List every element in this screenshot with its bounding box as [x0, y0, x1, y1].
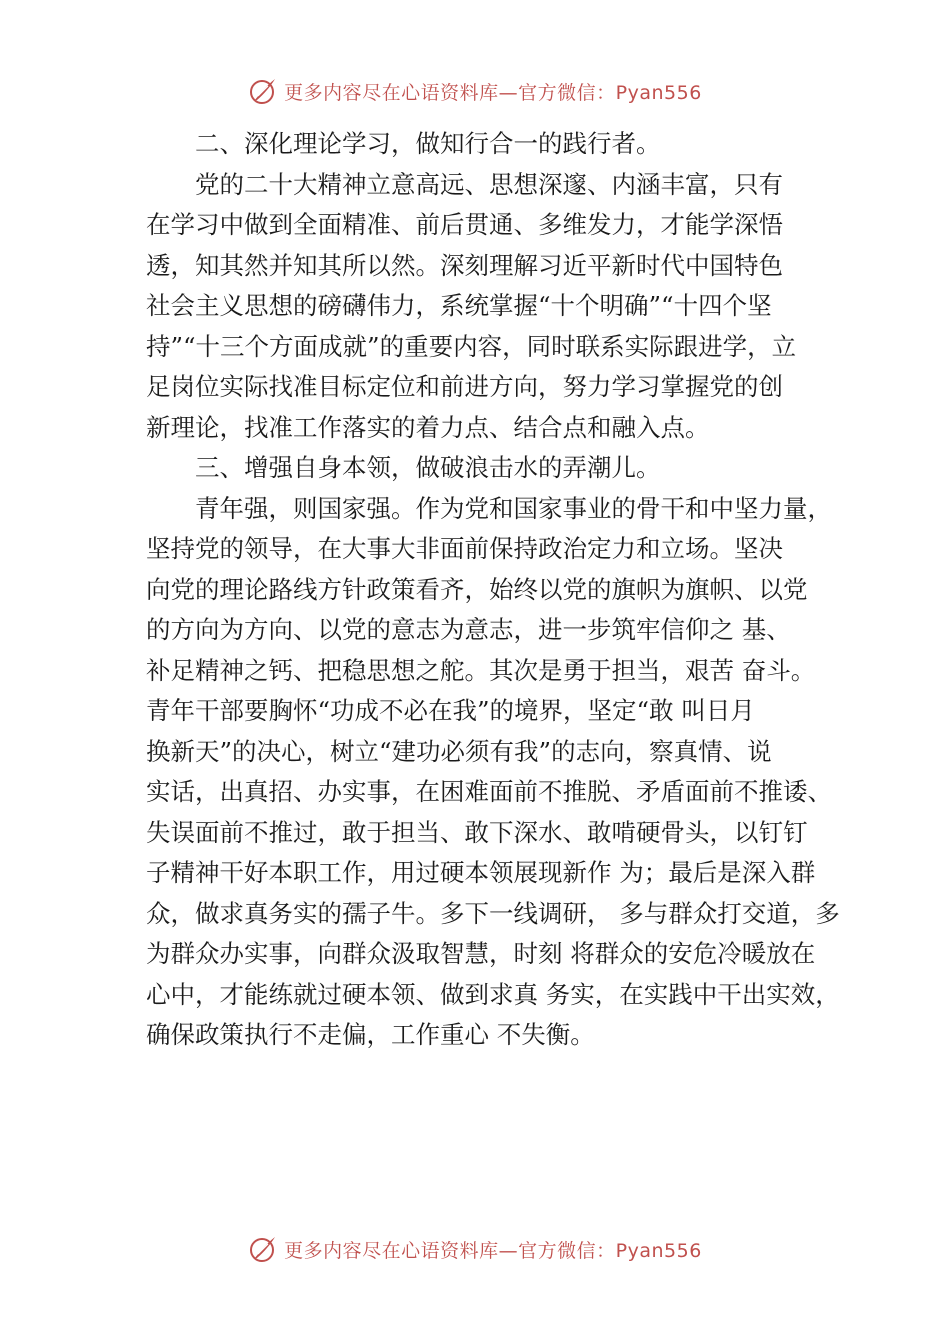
- text-line: 党的二十大精神立意高远、思想深邃、内涵丰富，只有: [195, 169, 783, 199]
- watermark-text: 更多内容尽在心语资料库—官方微信：Pyan556: [284, 1239, 702, 1262]
- text-line: 在学习中做到全面精准、前后贯通、多维发力，才能学深悟: [146, 210, 783, 239]
- text-line: 补足精神之钙、把稳思想之舵。其次是勇于担当，艰苦 奋斗。: [146, 655, 816, 685]
- watermark-footer: [0, 1234, 950, 1264]
- document-body: [146, 124, 846, 1056]
- text-line: 向党的理论路线方针政策看齐，始终以党的旗帜为旗帜、以党: [146, 574, 808, 604]
- text-line: 青年干部要胸怀“功成不必在我”的境界，坚定“敢 叫日月: [146, 696, 755, 725]
- text-line: 持”“十三个方面成就”的重要内容，同时联系实际跟进学，立: [146, 331, 797, 361]
- text-line: 足岗位实际找准目标定位和前进方向，努力学习掌握党的创: [146, 372, 783, 401]
- text-line: 青年强，则国家强。作为党和国家事业的骨干和中坚力量，: [195, 493, 832, 523]
- text-line: 新理论，找准工作落实的着力点、结合点和融入点。: [146, 412, 710, 442]
- text-line: 确保政策执行不走偏，工作重心 不失衡。: [146, 1020, 595, 1049]
- feather-quill-icon: [248, 1234, 278, 1264]
- text-line: 三、增强自身本领，做破浪击水的弄潮儿。: [195, 453, 661, 482]
- watermark-text: 更多内容尽在心语资料库—官方微信：Pyan556: [284, 81, 702, 104]
- text-line: 实话，出真招、办实事，在困难面前不推脱、矛盾面前不推诿、: [146, 777, 832, 806]
- text-line: 坚持党的领导，在大事大非面前保持政治定力和立场。坚决: [146, 534, 783, 563]
- watermark-header: [0, 76, 950, 106]
- text-line: 心中，才能练就过硬本领、做到求真 务实，在实践中干出实效，: [146, 979, 840, 1009]
- text-line: 失误面前不推过，敢于担当、敢下深水、敢啃硬骨头，以钉钉: [146, 817, 808, 847]
- text-line: 为群众办实事，向群众汲取智慧，时刻 将群众的安危冷暖放在: [146, 939, 816, 968]
- text-line: 二、深化理论学习，做知行合一的践行者。: [195, 129, 661, 158]
- text-line: 的方向为方向、以党的意志为意志，进一步筑牢信仰之 基、: [146, 615, 791, 644]
- text-line: 换新天”的决心，树立“建功必须有我”的志向，察真情、说: [146, 736, 772, 766]
- text-line: 子精神干好本职工作，用过硬本领展现新作 为；最后是深入群: [146, 858, 816, 887]
- feather-quill-icon: [248, 76, 278, 106]
- text-line: 社会主义思想的磅礴伟力，系统掌握“十个明确”“十四个坚: [146, 291, 772, 320]
- text-line: 众，做求真务实的孺子牛。多下一线调研， 多与群众打交道，多: [146, 898, 840, 928]
- text-line: 透，知其然并知其所以然。深刻理解习近平新时代中国特色: [146, 250, 783, 280]
